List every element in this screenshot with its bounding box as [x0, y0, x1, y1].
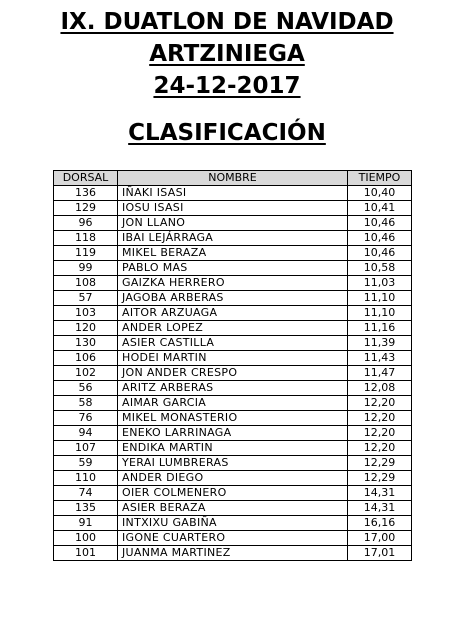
table-row: [54, 441, 412, 456]
nombre-cell: IÑAKI ISASI: [118, 186, 348, 201]
table-header-row: [54, 171, 412, 186]
nombre-cell: JUANMA MARTINEZ: [118, 546, 348, 561]
nombre-cell: JON LLANO: [118, 216, 348, 231]
table-row: [54, 351, 412, 366]
table-row: [54, 516, 412, 531]
event-location: ARTZINIEGA: [149, 41, 305, 67]
tiempo-cell: 12,29: [348, 471, 412, 486]
table-row: [54, 201, 412, 216]
dorsal-cell: 130: [54, 336, 118, 351]
dorsal-cell: 135: [54, 501, 118, 516]
dorsal-cell: 57: [54, 291, 118, 306]
classification-heading: CLASIFICACIÓN: [128, 120, 326, 146]
table-row: [54, 306, 412, 321]
tiempo-cell: 14,31: [348, 501, 412, 516]
dorsal-cell: 107: [54, 441, 118, 456]
tiempo-cell: 10,58: [348, 261, 412, 276]
tiempo-cell: 16,16: [348, 516, 412, 531]
nombre-cell: ANDER LOPEZ: [118, 321, 348, 336]
tiempo-cell: 17,00: [348, 531, 412, 546]
dorsal-cell: 100: [54, 531, 118, 546]
tiempo-cell: 11,16: [348, 321, 412, 336]
dorsal-cell: 110: [54, 471, 118, 486]
table-row: [54, 381, 412, 396]
dorsal-cell: 91: [54, 516, 118, 531]
tiempo-cell: 14,31: [348, 486, 412, 501]
table-row: [54, 246, 412, 261]
dorsal-cell: 129: [54, 201, 118, 216]
tiempo-cell: 11,10: [348, 306, 412, 321]
dorsal-cell: 101: [54, 546, 118, 561]
dorsal-cell: 56: [54, 381, 118, 396]
tiempo-cell: 10,40: [348, 186, 412, 201]
dorsal-cell: 74: [54, 486, 118, 501]
nombre-cell: JAGOBA ARBERAS: [118, 291, 348, 306]
tiempo-cell: 11,43: [348, 351, 412, 366]
tiempo-cell: 10,46: [348, 246, 412, 261]
nombre-cell: OIER COLMENERO: [118, 486, 348, 501]
dorsal-cell: 119: [54, 246, 118, 261]
dorsal-cell: 102: [54, 366, 118, 381]
tiempo-cell: 17,01: [348, 546, 412, 561]
column-header-nombre: NOMBRE: [118, 171, 348, 186]
dorsal-cell: 99: [54, 261, 118, 276]
tiempo-cell: 11,03: [348, 276, 412, 291]
dorsal-cell: 94: [54, 426, 118, 441]
dorsal-cell: 108: [54, 276, 118, 291]
dorsal-cell: 118: [54, 231, 118, 246]
nombre-cell: MIKEL BERAZA: [118, 246, 348, 261]
tiempo-cell: 10,41: [348, 201, 412, 216]
tiempo-cell: 11,39: [348, 336, 412, 351]
nombre-cell: ASIER BERAZA: [118, 501, 348, 516]
column-header-tiempo: TIEMPO: [348, 171, 412, 186]
event-title: IX. DUATLON DE NAVIDAD: [60, 9, 394, 35]
nombre-cell: AITOR ARZUAGA: [118, 306, 348, 321]
nombre-cell: ANDER DIEGO: [118, 471, 348, 486]
nombre-cell: GAIZKA HERRERO: [118, 276, 348, 291]
table-row: [54, 291, 412, 306]
nombre-cell: IOSU ISASI: [118, 201, 348, 216]
dorsal-cell: 103: [54, 306, 118, 321]
table-row: [54, 501, 412, 516]
nombre-cell: INTXIXU GABIÑA: [118, 516, 348, 531]
tiempo-cell: 10,46: [348, 216, 412, 231]
table-row: [54, 486, 412, 501]
tiempo-cell: 11,10: [348, 291, 412, 306]
nombre-cell: YERAI LUMBRERAS: [118, 456, 348, 471]
tiempo-cell: 12,20: [348, 396, 412, 411]
dorsal-cell: 120: [54, 321, 118, 336]
nombre-cell: AIMAR GARCIA: [118, 396, 348, 411]
table-row: [54, 411, 412, 426]
dorsal-cell: 96: [54, 216, 118, 231]
table-row: [54, 216, 412, 231]
table-row: [54, 426, 412, 441]
table-row: [54, 471, 412, 486]
dorsal-cell: 136: [54, 186, 118, 201]
table-row: [54, 396, 412, 411]
nombre-cell: ARITZ ARBERAS: [118, 381, 348, 396]
table-row: [54, 321, 412, 336]
table-row: [54, 546, 412, 561]
table-row: [54, 336, 412, 351]
table-row: [54, 456, 412, 471]
nombre-cell: ENEKO LARRINAGA: [118, 426, 348, 441]
nombre-cell: MIKEL MONASTERIO: [118, 411, 348, 426]
event-date: 24-12-2017: [153, 73, 301, 99]
table-row: [54, 366, 412, 381]
dorsal-cell: 58: [54, 396, 118, 411]
tiempo-cell: 12,20: [348, 411, 412, 426]
tiempo-cell: 12,20: [348, 441, 412, 456]
table-row: [54, 231, 412, 246]
table-row: [54, 531, 412, 546]
table-row: [54, 276, 412, 291]
nombre-cell: PABLO MAS: [118, 261, 348, 276]
nombre-cell: ASIER CASTILLA: [118, 336, 348, 351]
tiempo-cell: 12,08: [348, 381, 412, 396]
tiempo-cell: 11,47: [348, 366, 412, 381]
nombre-cell: HODEI MARTIN: [118, 351, 348, 366]
results-table: [53, 170, 412, 561]
nombre-cell: JON ANDER CRESPO: [118, 366, 348, 381]
tiempo-cell: 12,29: [348, 456, 412, 471]
nombre-cell: ENDIKA MARTIN: [118, 441, 348, 456]
tiempo-cell: 12,20: [348, 426, 412, 441]
results-body: [54, 186, 412, 561]
dorsal-cell: 76: [54, 411, 118, 426]
table-row: [54, 186, 412, 201]
dorsal-cell: 106: [54, 351, 118, 366]
tiempo-cell: 10,46: [348, 231, 412, 246]
column-header-dorsal: DORSAL: [54, 171, 118, 186]
title-block: [0, 6, 454, 102]
dorsal-cell: 59: [54, 456, 118, 471]
table-row: [54, 261, 412, 276]
nombre-cell: IBAI LEJÁRRAGA: [118, 231, 348, 246]
nombre-cell: IGONE CUARTERO: [118, 531, 348, 546]
